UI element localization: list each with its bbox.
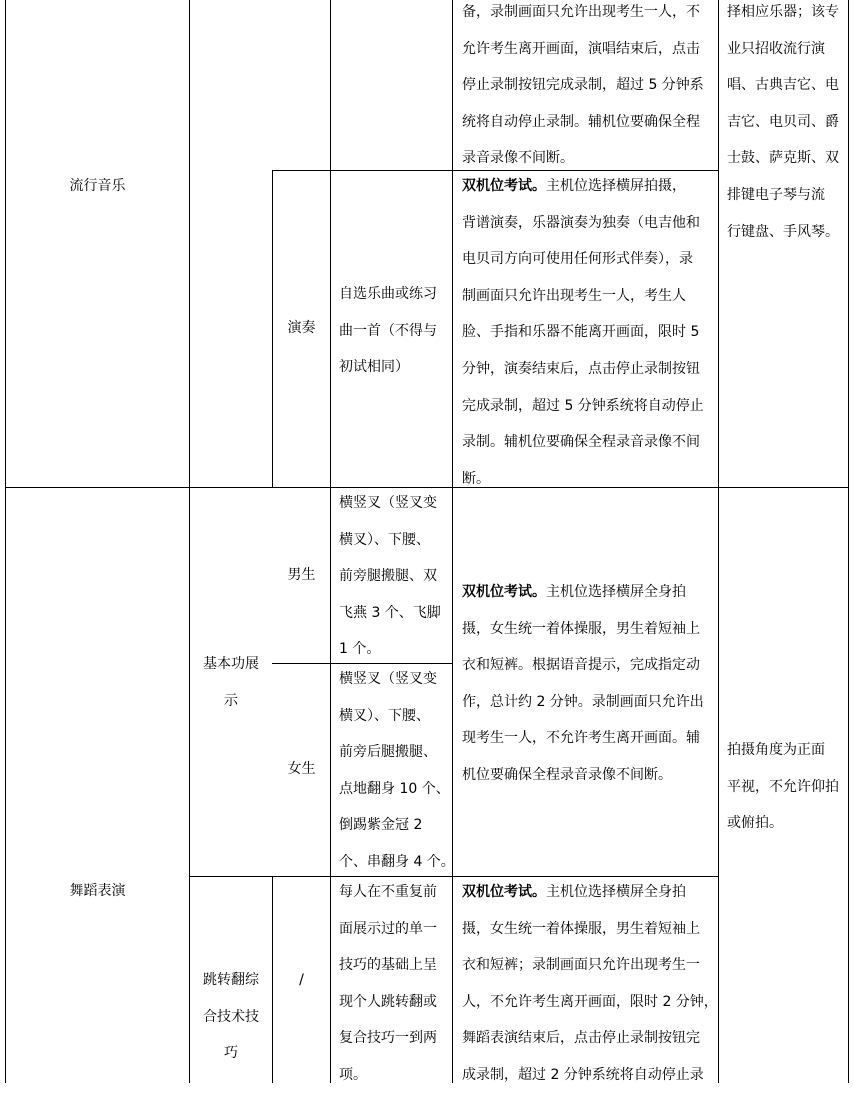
content-line: 每人在不重复前 (339, 884, 437, 900)
req-line: 录音录像不间断。 (462, 150, 574, 167)
req-line: 主机位选择横屏全身拍 (546, 584, 686, 600)
req-line: 电贝司方向可使用任何形式伴奏），录 (462, 251, 693, 268)
req-line: 备，录制画面只允许出现考生一人，不 (462, 4, 700, 20)
note-line: 择相应乐器；该专 (727, 4, 839, 20)
item-line: 跳转翻综 (203, 972, 259, 988)
content-line: 曲一首（不得与 (339, 322, 437, 339)
technique-content (339, 874, 437, 1094)
content-line: 现个人跳转翻或 (339, 993, 437, 1010)
dance-note (727, 732, 839, 842)
content-line: 前旁后腿搬腿、 (339, 744, 437, 761)
req-line: 分钟，演奏结束后，点击停止录制按钮 (462, 360, 700, 377)
note-line: 士鼓、萨克斯、双 (727, 150, 839, 167)
item-line: 示 (224, 692, 238, 709)
req-line: 主机位选择横屏拍摄， (546, 178, 686, 194)
category-dance: 舞蹈表演 (69, 883, 126, 899)
note-line: 行键盘、手风琴。 (727, 223, 839, 240)
content-line: 飞燕 3 个、飞脚 (339, 604, 441, 621)
req-line: 机位要确保全程录音录像不间断。 (462, 766, 672, 783)
border-col1 (189, 0, 190, 1083)
item-line: 基本功展 (203, 656, 259, 672)
content-line: 倒踢紫金冠 2 (339, 817, 423, 834)
technique-sub: / (299, 972, 304, 988)
content-line: 横叉）、下腰、 (339, 531, 430, 548)
req-line: 作，总计约 2 分钟。录制画面只允许出 (462, 693, 704, 710)
content-line: 横竖叉（竖叉变 (339, 671, 437, 687)
content-line: 技巧的基础上呈 (339, 957, 437, 974)
req-line: 人，不允许考生离开画面，限时 2 分钟， (462, 993, 718, 1010)
male-content (339, 485, 441, 668)
content-line: 自选乐曲或练习 (339, 286, 437, 302)
technique-requirement (462, 874, 718, 1094)
item-perform: 演奏 (287, 320, 316, 336)
req-line: 现考生一人，不允许考生离开画面。辅 (462, 730, 700, 747)
item-technique (190, 962, 272, 1072)
border-left (5, 0, 6, 1083)
req-line: 脸、手指和乐器不能离开画面，限时 5 (462, 324, 700, 341)
content-line: 横竖叉（竖叉变 (339, 495, 437, 511)
label-male: 男生 (287, 567, 316, 583)
pop-note (727, 0, 839, 250)
req-line: 摄，女生统一着体操服，男生着短袖上 (462, 620, 700, 637)
note-line: 唱、古典吉它、电 (727, 77, 839, 94)
req-line: 摄，女生统一着体操服，男生着短袖上 (462, 920, 700, 937)
note-line: 或俯拍。 (727, 815, 783, 832)
req-line: 允许考生离开画面，演唱结束后，点击 (462, 40, 700, 57)
req-line: 背谱演奏，乐器演奏为独奏（电吉他和 (462, 214, 700, 231)
req-line: 主机位选择横屏全身拍 (546, 884, 686, 900)
note-line: 拍摄角度为正面 (727, 742, 825, 758)
req-line: 制画面只允许出现考生一人，考生人 (462, 287, 686, 304)
requirement-bold: 双机位考试。 (462, 178, 546, 194)
content-line: 横叉）、下腰、 (339, 707, 430, 724)
female-content (339, 661, 455, 881)
border-col4 (452, 0, 453, 1083)
requirement-bold: 双机位考试。 (462, 584, 546, 600)
content-line: 前旁腿搬腿、双 (339, 568, 437, 585)
item-line: 巧 (224, 1045, 238, 1062)
perform-content (339, 276, 437, 386)
req-line: 成录制，超过 2 分钟系统将自动停止录 (462, 1066, 704, 1083)
item-line: 合技术技 (203, 1008, 259, 1025)
border-right (848, 0, 849, 1083)
pop-vocal-requirement-cont (462, 0, 704, 177)
content-line: 面展示过的单一 (339, 920, 437, 937)
basic-requirement (462, 574, 704, 794)
border-col5 (718, 0, 719, 1083)
item-basic-skills (190, 646, 272, 719)
note-line: 吉它、电贝司、爵 (727, 113, 839, 130)
req-line: 衣和短裤；录制画面只允许出现考生一 (462, 957, 700, 974)
req-line: 衣和短裤。根据语音提示，完成指定动 (462, 657, 700, 674)
requirement-bold: 双机位考试。 (462, 884, 546, 900)
note-line: 平视，不允许仰拍 (727, 778, 839, 795)
perform-requirement (462, 168, 704, 497)
content-line: 初试相同） (339, 359, 409, 376)
note-line: 业只招收流行演 (727, 40, 825, 57)
req-line: 停止录制按钮完成录制，超过 5 分钟系 (462, 77, 704, 94)
req-line: 舞蹈表演结束后，点击停止录制按钮完 (462, 1030, 700, 1047)
content-line: 项。 (339, 1066, 367, 1083)
note-line: 排键电子琴与流 (727, 186, 825, 203)
border-col3 (330, 0, 331, 1083)
content-line: 复合技巧一到两 (339, 1030, 437, 1047)
content-line: 1 个。 (339, 641, 381, 658)
content-line: 点地翻身 10 个、 (339, 780, 450, 797)
content-line: 个、串翻身 4 个。 (339, 853, 455, 870)
category-pop-music: 流行音乐 (69, 178, 126, 194)
req-line: 完成录制，超过 5 分钟系统将自动停止 (462, 397, 704, 414)
req-line: 统将自动停止录制。辅机位要确保全程 (462, 113, 700, 130)
req-line: 录制。辅机位要确保全程录音录像不间 (462, 434, 700, 451)
label-female: 女生 (287, 761, 316, 777)
req-line: 断。 (462, 470, 490, 487)
